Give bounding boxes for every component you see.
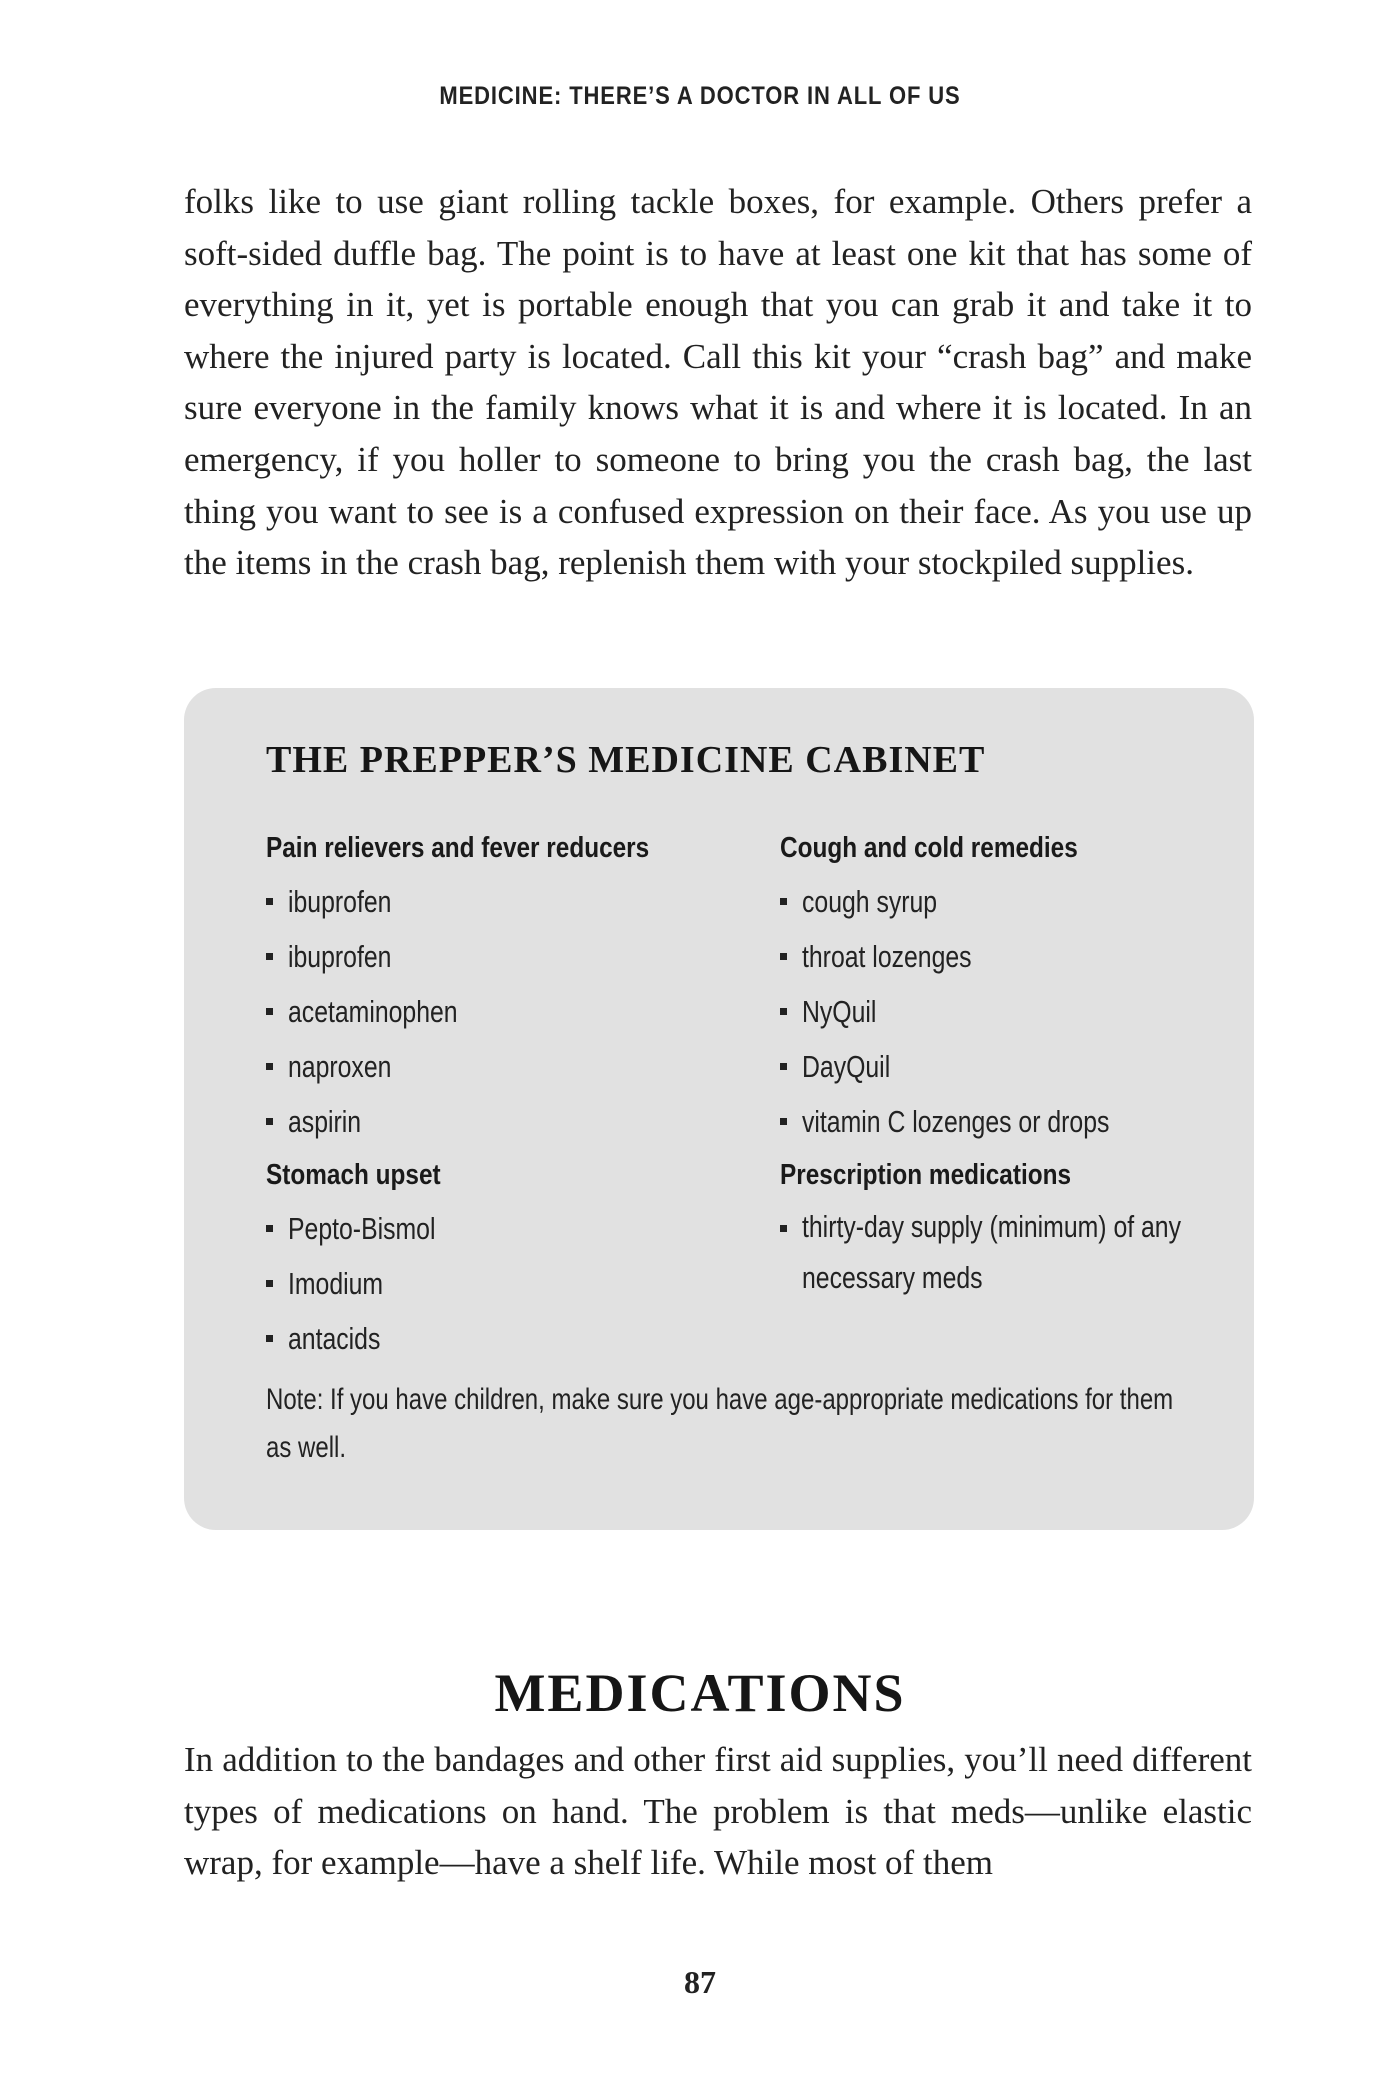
sidebar-right-column [780, 828, 1260, 1303]
category-heading-prescription: Prescription medications [780, 1159, 1072, 1191]
bullet-icon [780, 953, 787, 960]
body-paragraph-medications: In addition to the bandages and other first aid supplies, you’ll need different types of medications on hand. The problem is that meds—unlike elastic wrap, for example—have a shelf life. While most of them [184, 1740, 1252, 1883]
bullet-icon [780, 1008, 787, 1015]
list-item: thirty-day supply (minimum) of any necessary meds [780, 1201, 1260, 1303]
bullet-icon [780, 898, 787, 905]
sidebar-title: THE PREPPER’S MEDICINE CABINET [266, 739, 986, 781]
bullet-icon [780, 1118, 787, 1125]
cough-cold-list [780, 874, 1260, 1149]
medicine-cabinet-sidebar [184, 688, 1254, 1530]
list-item: cough syrup [780, 874, 1260, 929]
list-item: Pepto-Bismol [266, 1201, 746, 1256]
running-head: MEDICINE: THERE’S A DOCTOR IN ALL OF US [439, 82, 961, 110]
bullet-icon [780, 1063, 787, 1070]
category-heading-pain-relievers: Pain relievers and fever reducers [266, 832, 650, 864]
stomach-upset-list [266, 1201, 746, 1366]
bullet-icon [266, 953, 273, 960]
body-paragraph-crash-bag: folks like to use giant rolling tackle boxes, for example. Others prefer a soft-sided duffle bag. The point is to have at least one kit that has some of everything in it, yet is portable enough that you can grab it and take it to where the injured party is located. Call this kit your “crash bag” and make sure everyone in the family knows what it is and where it is located. In an emergency, if you holler to someone to bring you the crash bag, the last thing you want to see is a confused expression on their face. As you use up the items in the crash bag, replenish them with your stockpiled supplies. [184, 182, 1252, 583]
bullet-icon [266, 1280, 273, 1287]
pain-relievers-list [266, 874, 746, 1149]
list-item: naproxen [266, 1039, 746, 1094]
list-item: vitamin C lozenges or drops [780, 1094, 1260, 1149]
bullet-icon [266, 898, 273, 905]
category-heading-stomach-upset: Stomach upset [266, 1159, 441, 1191]
list-item: DayQuil [780, 1039, 1260, 1094]
list-item: acetaminophen [266, 984, 746, 1039]
list-item: aspirin [266, 1094, 746, 1149]
bullet-icon [266, 1063, 273, 1070]
prescription-list [780, 1201, 1260, 1303]
list-item: Imodium [266, 1256, 746, 1311]
bullet-icon [780, 1225, 787, 1232]
list-item: antacids [266, 1311, 746, 1366]
bullet-icon [266, 1118, 273, 1125]
page-number: 87 [684, 1964, 716, 2000]
list-item: ibuprofen [266, 929, 746, 984]
section-heading: MEDICATIONS [494, 1663, 906, 1723]
sidebar-left-column [266, 828, 746, 1366]
list-item: ibuprofen [266, 874, 746, 929]
bullet-icon [266, 1335, 273, 1342]
bullet-icon [266, 1225, 273, 1232]
bullet-icon [266, 1008, 273, 1015]
list-item: NyQuil [780, 984, 1260, 1039]
list-item: throat lozenges [780, 929, 1260, 984]
sidebar-note: Note: If you have children, make sure you have age-appropriate medications for them as well. [266, 1383, 1174, 1464]
category-heading-cough-cold: Cough and cold remedies [780, 832, 1078, 864]
